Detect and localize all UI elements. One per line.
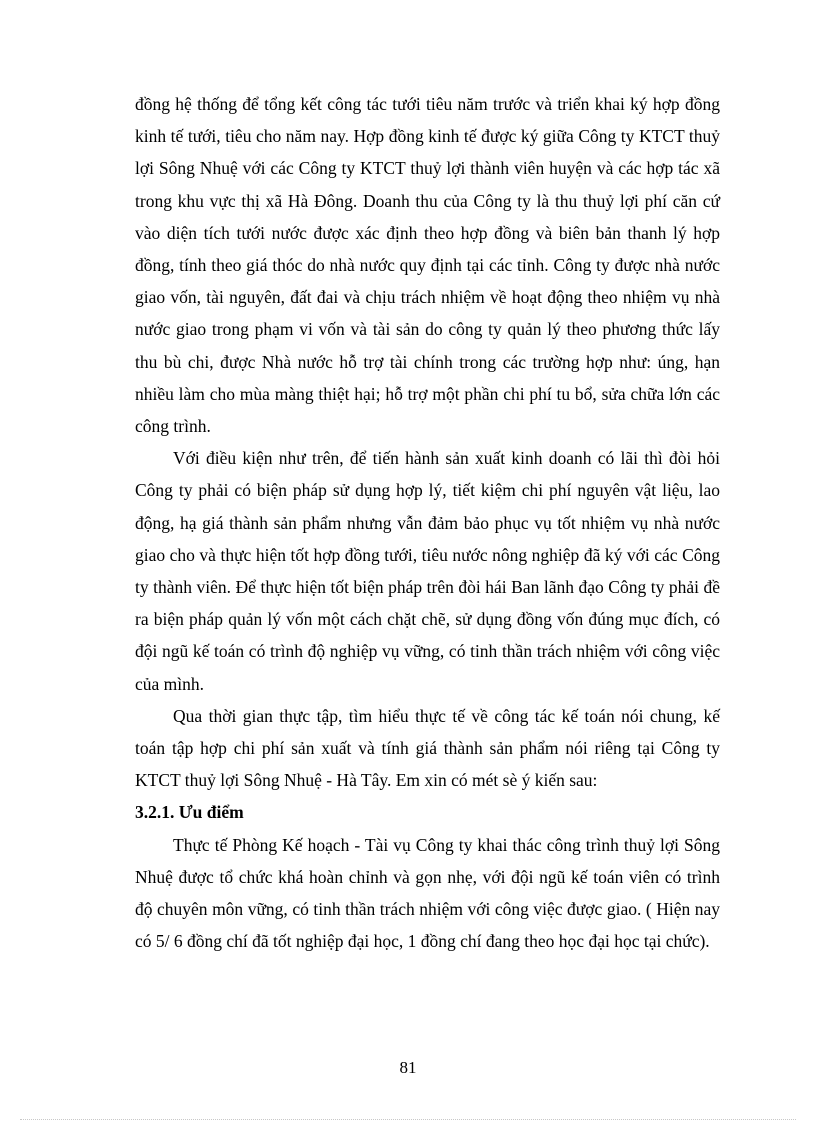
paragraph-continuation: đồng hệ thống để tổng kết công tác tưới tiêu năm trước và triển khai ký hợp đồng kinh tế tưới, tiêu cho năm nay. Hợp đồng kinh tế được ký giữa Công ty KTCT thuỷ lợi Sông Nhuệ với các Công ty KTCT thuỷ lợi thành viên huyện và các hợp tác xã trong khu vực thị xã Hà Đông. Doanh thu của Công ty là thu thuỷ lợi phí căn cứ vào diện tích tưới nước được xác định theo hợp đồng và biên bản thanh lý hợp đồng, tính theo giá thóc do nhà nước quy định tại các tỉnh. Công ty được nhà nước giao vốn, tài nguyên, đất đai và chịu trách nhiệm về hoạt động theo nhiệm vụ nhà nước giao trong phạm vi vốn và tài sản do công ty quản lý theo phương thức lấy thu bù chi, được Nhà nước hỗ trợ tài chính trong các trường hợp như: úng, hạn nhiều làm cho mùa màng thiệt hại; hỗ trợ một phần chi phí tu bổ, sửa chữa lớn các công trình. (135, 94, 720, 437)
page-bottom-divider (20, 1119, 796, 1120)
paragraph-advantages: Thực tế Phòng Kế hoạch - Tài vụ Công ty khai thác công trình thuỷ lợi Sông Nhuệ được tổ chức khá hoàn chỉnh và gọn nhẹ, với đội ngũ kế toán viên có trình độ chuyên môn vững, có tinh thần trách nhiệm với công việc được giao. ( Hiện nay có 5/ 6 đồng chí đã tốt nghiệp đại học, 1 đồng chí đang theo học đại học tại chức). (135, 834, 720, 952)
document-page (135, 88, 720, 957)
page-number: 81 (399, 1058, 417, 1077)
section-heading: 3.2.1. Ưu điểm (135, 802, 244, 823)
paragraph-conditions: Với điều kiện như trên, để tiến hành sản xuất kinh doanh có lãi thì đòi hỏi Công ty phải có biện pháp sử dụng hợp lý, tiết kiệm chi phí nguyên vật liệu, lao động, hạ giá thành sản phẩm nhưng vẫn đảm bảo phục vụ tốt nhiệm vụ nhà nước giao cho và thực hiện tốt hợp đồng tưới, tiêu nước nông nghiệp đã ký với các Công ty thành viên. Để thực hiện tốt biện pháp trên đòi hái Ban lãnh đạo Công ty phải đề ra biện pháp quản lý vốn một cách chặt chẽ, sử dụng đồng vốn đúng mục đích, có đội ngũ kế toán có trình độ nghiệp vụ vững, có tinh thần trách nhiệm với công việc của mình. (135, 448, 720, 694)
paragraph-internship: Qua thời gian thực tập, tìm hiểu thực tế về công tác kế toán nói chung, kế toán tập hợp chi phí sản xuất và tính giá thành sản phẩm nói riêng tại Công ty KTCT thuỷ lợi Sông Nhuệ - Hà Tây. Em xin có mét sè ý kiến sau: (135, 705, 720, 791)
